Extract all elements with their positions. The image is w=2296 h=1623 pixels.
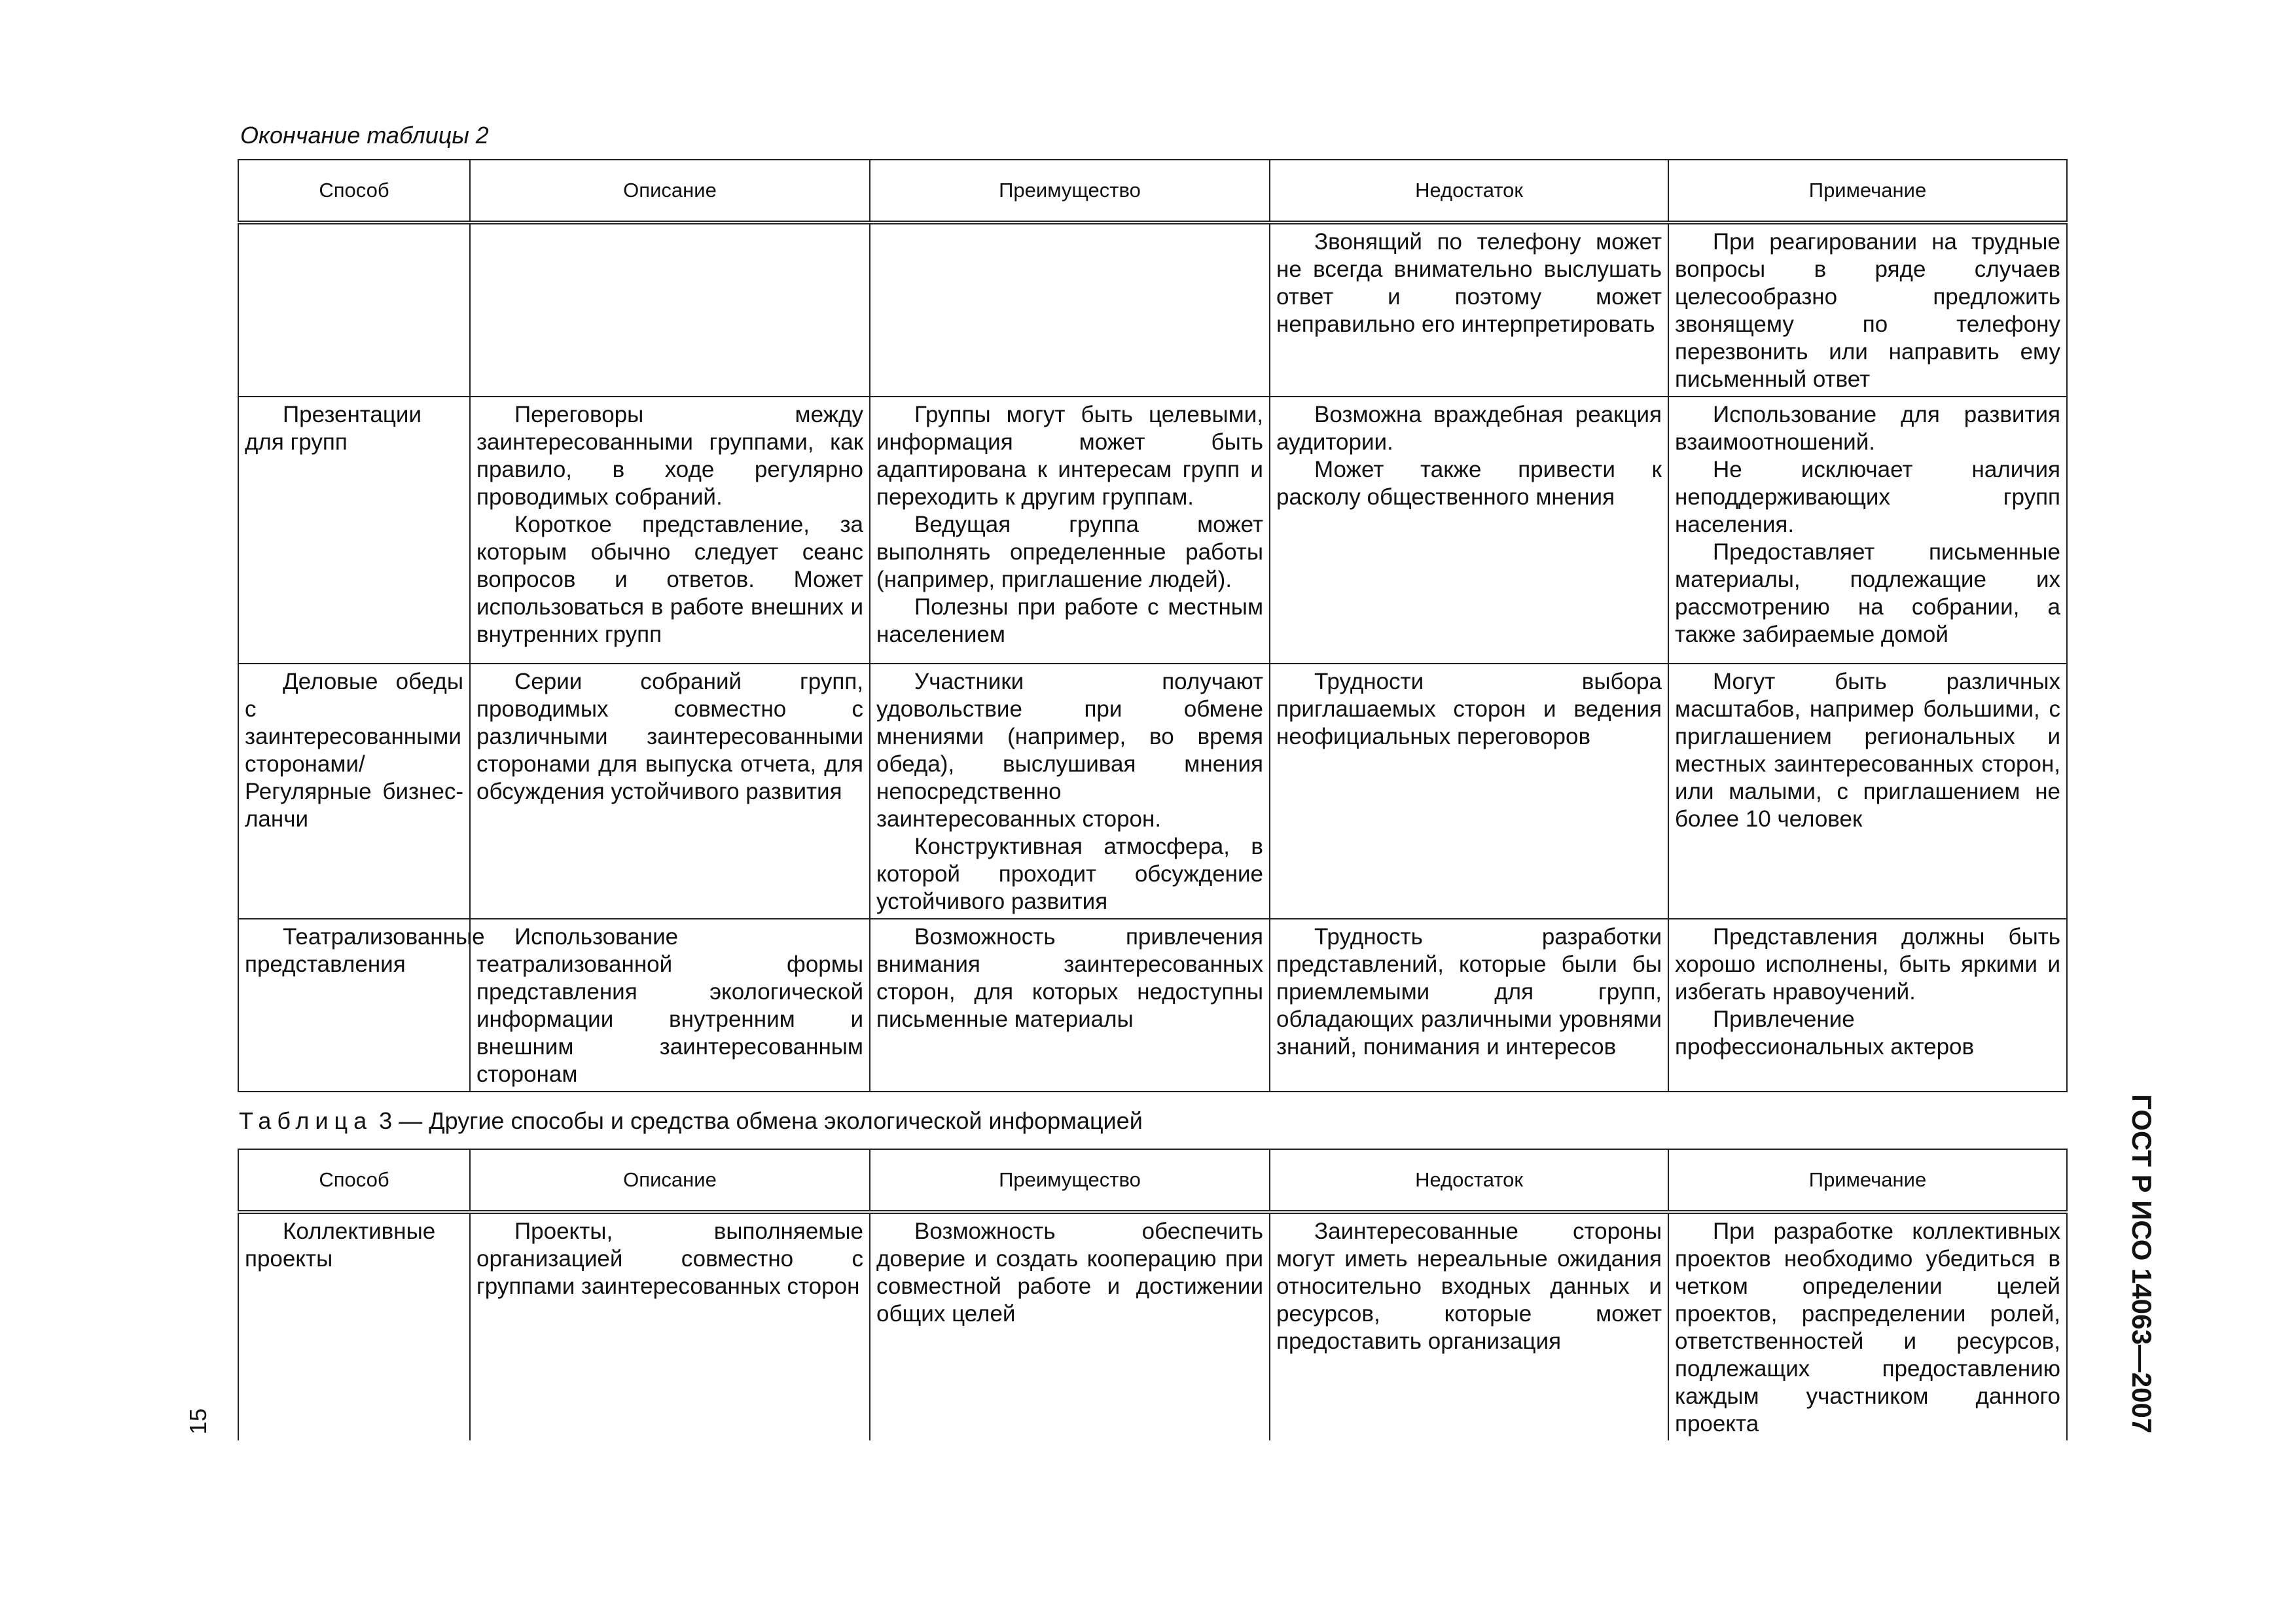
cell-disadvantage xyxy=(1270,1212,1668,1440)
cell-note xyxy=(1668,223,2067,397)
table2-header-note: Примечание xyxy=(1668,160,2067,223)
cell-method xyxy=(238,919,485,1092)
cell-description xyxy=(470,397,870,664)
table2-caption: Окончание таблицы 2 xyxy=(240,122,489,149)
cell-paragraph: Использование театрализованной формы представления экологической информации внутренним и внешним заинтересованным сторонам xyxy=(476,924,863,1087)
cell-paragraph: Деловые обеды с заинтересованными сторонами/ Регулярные бизнес-ланчи xyxy=(245,669,463,832)
table3 xyxy=(238,1149,2068,1440)
cell-advantage xyxy=(870,919,1270,1092)
page-number-text: 15 xyxy=(185,1408,211,1435)
cell-paragraph: При реагировании на трудные вопросы в ряде случаев целесообразно предложить звонящему по телефону перезвонить или направить ему письменный ответ xyxy=(1675,229,2060,392)
table3-caption xyxy=(239,1107,1143,1135)
table3-caption-title: 3 — Другие способы и средства обмена экологической информацией xyxy=(379,1107,1143,1134)
cell-paragraph: Участники получают удовольствие при обмене мнениями (например, во время обеда), выслушивая мнения непосредственно заинтересованных сторон. xyxy=(876,669,1263,832)
cell-paragraph: Ведущая группа может выполнять определенные работы (например, приглашение людей). xyxy=(876,512,1263,592)
cell-disadvantage xyxy=(1270,397,1668,664)
table-row xyxy=(238,223,2067,397)
table3-header-row xyxy=(238,1149,2067,1212)
cell-paragraph: Может также привести к расколу общественного мнения xyxy=(1276,457,1662,510)
cell-paragraph: Конструктивная атмосфера, в которой проходит обсуждение устойчивого развития xyxy=(876,834,1263,914)
cell-paragraph: Могут быть различных масштабов, например большими, с приглашением региональных и местных заинтересованных сторон, или малыми, с приглашением не более 10 человек xyxy=(1675,669,2060,832)
cell-paragraph: Возможность привлечения внимания заинтересованных сторон, для которых недоступны письменные материалы xyxy=(876,924,1263,1032)
cell-paragraph: Звонящий по телефону может не всегда внимательно выслушать ответ и поэтому может неправильно его интерпретировать xyxy=(1276,229,1662,337)
cell-paragraph: Использование для развития взаимоотношений. xyxy=(1675,402,2060,455)
cell-note xyxy=(1668,919,2067,1092)
cell-method xyxy=(238,397,470,664)
table2-header-disadvantage: Недостаток xyxy=(1270,160,1668,223)
table2-header-description: Описание xyxy=(470,160,870,223)
cell-disadvantage xyxy=(1270,919,1668,1092)
table-row xyxy=(238,919,2067,1092)
cell-paragraph: Коллективные проекты xyxy=(245,1219,436,1272)
table-row xyxy=(238,1212,2067,1440)
table2 xyxy=(238,159,2068,1092)
cell-disadvantage xyxy=(1270,664,1668,919)
cell-method xyxy=(238,1212,470,1440)
table3-header-description: Описание xyxy=(470,1149,870,1212)
cell-description xyxy=(470,223,870,397)
cell-note xyxy=(1668,664,2067,919)
cell-paragraph: Возможность обеспечить доверие и создать кооперацию при совместной работе и достижении общих целей xyxy=(876,1219,1263,1327)
cell-disadvantage xyxy=(1270,223,1668,397)
cell-paragraph: Группы могут быть целевыми, информация может быть адаптирована к интересам групп и переходить к другим группам. xyxy=(876,402,1263,510)
cell-method xyxy=(238,664,470,919)
table2-header-advantage: Преимущество xyxy=(870,160,1270,223)
cell-description xyxy=(470,1212,870,1440)
table3-header-disadvantage: Недостаток xyxy=(1270,1149,1668,1212)
table2-header-method: Способ xyxy=(238,160,470,223)
cell-paragraph: Представления должны быть хорошо исполнены, быть яркими и избегать нравоучений. xyxy=(1675,924,2060,1005)
cell-advantage xyxy=(870,223,1270,397)
cell-paragraph: Предоставляет письменные материалы, подлежащие их рассмотрению на собрании, а также забираемые домой xyxy=(1675,539,2060,647)
table-row xyxy=(238,664,2067,919)
cell-paragraph: Не исключает наличия неподдерживающих групп населения. xyxy=(1675,457,2060,537)
cell-note xyxy=(1668,1212,2067,1440)
cell-advantage xyxy=(870,1212,1270,1440)
cell-method xyxy=(238,223,470,397)
standard-id-text: ГОСТ Р ИСО 14063—2007 xyxy=(2126,1094,2157,1434)
cell-paragraph: Серии собраний групп, проводимых совместно с различными заинтересованными сторонами для выпуска отчета, для обсуждения устойчивого развития xyxy=(476,669,863,804)
cell-paragraph: Заинтересованные стороны могут иметь нереальные ожидания относительно входных данных и ресурсов, которые может предоставить организация xyxy=(1276,1219,1662,1354)
table-row xyxy=(238,397,2067,664)
cell-paragraph: Полезны при работе с местным населением xyxy=(876,594,1263,647)
cell-note xyxy=(1668,397,2067,664)
cell-paragraph: Возможна враждебная реакция аудитории. xyxy=(1276,402,1662,455)
cell-advantage xyxy=(870,664,1270,919)
cell-paragraph: Презентации для групп xyxy=(245,402,422,455)
cell-paragraph: Переговоры между заинтересованными группами, как правило, в ходе регулярно проводимых собраний. xyxy=(476,402,863,510)
cell-paragraph: Проекты, выполняемые организацией совместно с группами заинтересованных сторон xyxy=(476,1219,863,1299)
cell-paragraph: Короткое представление, за которым обычно следует сеанс вопросов и ответов. Может использоваться в работе внешних и внутренних групп xyxy=(476,512,863,647)
table3-caption-label: Таблица xyxy=(239,1107,373,1134)
standard-id xyxy=(2119,1094,2165,1435)
cell-paragraph: Трудность разработки представлений, которые были бы приемлемыми для групп, обладающих различными уровнями знаний, понимания и интересов xyxy=(1276,924,1662,1060)
table3-header-method: Способ xyxy=(238,1149,470,1212)
cell-paragraph: Театрализованные представления xyxy=(245,924,485,977)
cell-paragraph: Трудности выбора приглашаемых сторон и ведения неофициальных переговоров xyxy=(1276,669,1662,749)
cell-advantage xyxy=(870,397,1270,664)
table3-header-advantage: Преимущество xyxy=(870,1149,1270,1212)
cell-paragraph: Привлечение профессиональных актеров xyxy=(1675,1007,1975,1060)
cell-description xyxy=(470,919,870,1092)
page-number xyxy=(185,1400,211,1446)
table2-header-row xyxy=(238,160,2067,223)
table3-header-note: Примечание xyxy=(1668,1149,2067,1212)
cell-paragraph: При разработке коллективных проектов необходимо убедиться в четком определении целей проектов, распределении ролей, ответственностей и ресурсов, подлежащих предоставлению каждым участником данного проекта xyxy=(1675,1219,2060,1436)
cell-description xyxy=(470,664,870,919)
